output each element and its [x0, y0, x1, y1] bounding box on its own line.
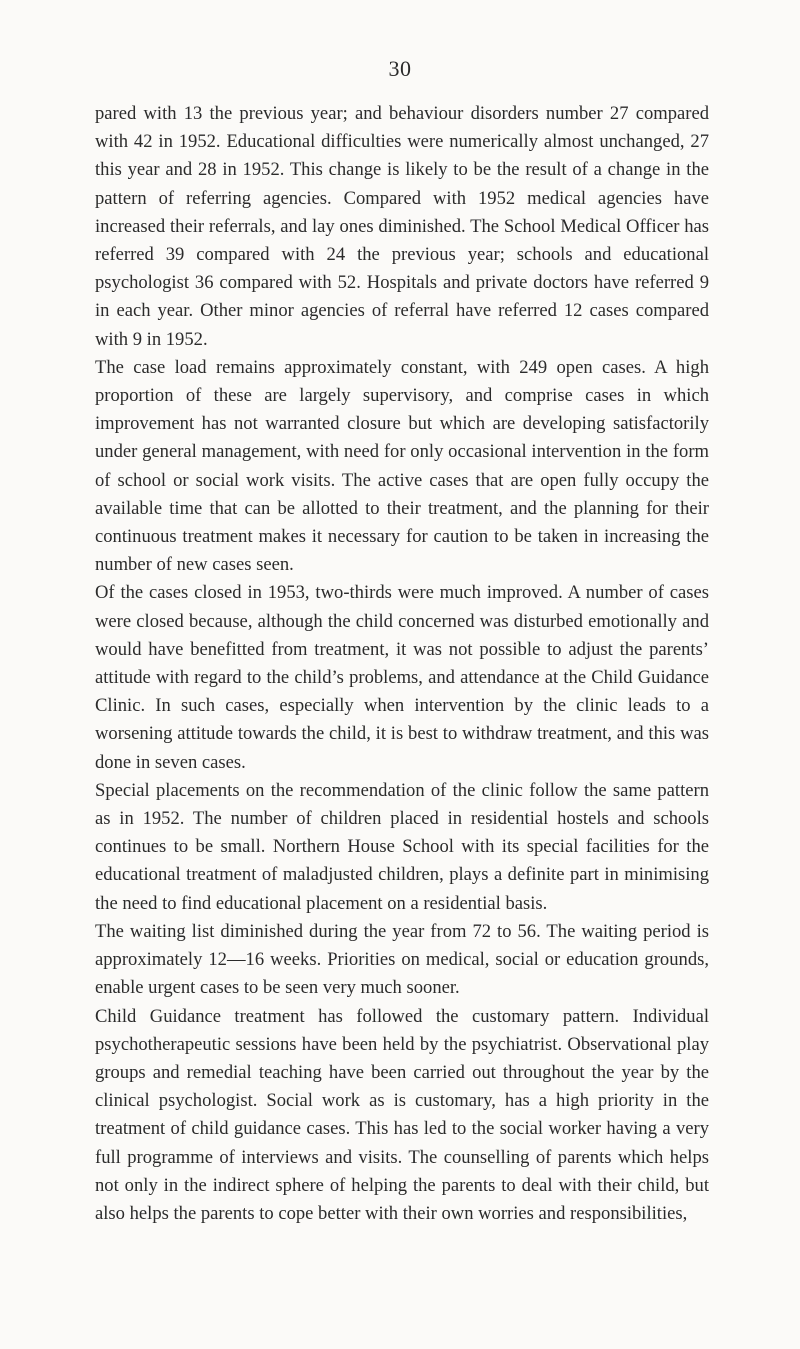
page-number: 30 — [388, 56, 412, 81]
body-text — [95, 100, 709, 1228]
paragraph: Special placements on the recommendation of the clinic follow the same pattern as in 1952. The number of children placed in residential hostels and schools continues to be small. Northern House School with its special facilities for the educational treatment of maladjusted children, plays a definite part in minimising the need to find educational placement on a residential basis. — [95, 779, 709, 914]
paragraph: pared with 13 the previous year; and behaviour disorders number 27 compared with 42 in 1952. Educational difficulties were numerically almost unchanged, 27 this year and 28 in 1952. This change is likely to be the result of a change in the pattern of referring agencies. Compared with 1952 medical agencies have increased their referrals, and lay ones diminished. The School Medical Officer has referred 39 compared with 24 the previous year; schools and educational psychologist 36 compared with 52. Hospitals and private doctors have referred 9 in each year. Other minor agencies of referral have referred 12 cases compared with 9 in 1952. — [95, 103, 709, 350]
paragraph: Child Guidance treatment has followed the customary pattern. Individual psychotherapeutic sessions have been held by the psychiatrist. Observational play groups and remedial teaching have been carried out throughout the year by the clinical psychologist. Social work as is customary, has a high priority in the treatment of child guidance cases. This has led to the social worker having a very full programme of interviews and visits. The counselling of parents which helps not only in the indirect sphere of helping the parents to deal with their child, but also helps the parents to cope better with their own worries and responsibilities, — [95, 1005, 709, 1224]
paragraph: The case load remains approximately constant, with 249 open cases. A high proportion of these are largely supervisory, and comprise cases in which improvement has not warranted closure but which are developing satisfactorily under general management, with need for only occasional intervention in the form of school or social work visits. The active cases that are open fully occupy the available time that can be allotted to their treatment, and the planning for their continuous treatment makes it necessary for caution to be taken in increasing the number of new cases seen. — [95, 356, 709, 576]
paragraph: The waiting list diminished during the year from 72 to 56. The waiting period is approximately 12—16 weeks. Priorities on medical, social or education grounds, enable urgent cases to be seen very much sooner. — [95, 920, 709, 999]
paragraph: Of the cases closed in 1953, two-thirds were much improved. A number of cases were closed because, although the child concerned was disturbed emotionally and would have benefitted from treatment, it was not possible to adjust the parents’ attitude with regard to the child’s problems, and attendance at the Child Guidance Clinic. In such cases, especially when intervention by the clinic leads to a worsening attitude towards the child, it is best to withdraw treatment, and this was done in seven cases. — [95, 582, 709, 773]
